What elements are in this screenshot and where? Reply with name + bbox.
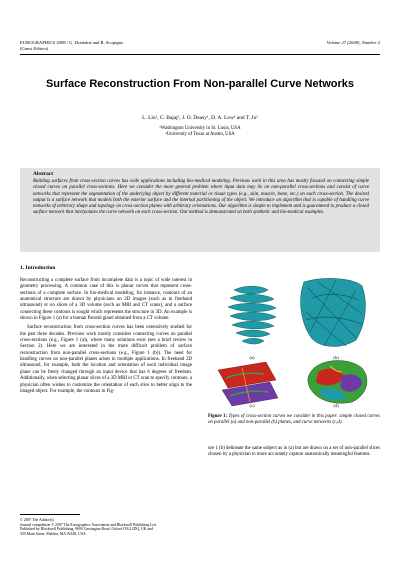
copyright-footnote — [20, 518, 195, 536]
journal-header — [20, 40, 210, 52]
footnote-line-1: © 2007 The Author(s) — [20, 518, 54, 522]
volume-info: Volume 27 (2008), Number 2 — [326, 40, 380, 45]
footnote-line-2: Journal compilation © 2007 The Eurographics Association and Blackwell Publishing Ltd. — [20, 522, 157, 527]
affiliation-2: ²University of Texas at Austin, USA — [165, 132, 235, 138]
panel-a-label: (a) — [249, 355, 255, 360]
footnote-rule — [20, 514, 80, 515]
abstract-text: Building surfaces from cross-section curves has wide applications including bio-medical modeling. Previous work in this area has mostly focused on connecting simple closed curves on parallel cross-sections. Here we consider the more general problem where input data may lie on non-parallel cross-sections and consist of curve networks that represent the segmentation of the underlying object by different material or tissue types (e.g., skin, muscle, bone, etc.) on each cross-section. The desired output is a surface network that models both the exterior surface and the internal partitioning of the object. We introduce an algorithm that is capable of handling curve networks of arbitrary shape and topology on cross-section planes with arbitrary orientations. Our algorithm is simple to implement and is guaranteed to produce a closed surface network that interpolates the curve network on each cross-section. Our method is demonstrated on both synthetic and bio-medical examples. — [33, 179, 369, 216]
panel-d-label: (d) — [333, 403, 339, 408]
journal-editors-note: (Guest Editors) — [20, 46, 49, 51]
panel-c-label: (c) — [249, 403, 255, 408]
section-heading: 1. Introduction — [20, 265, 56, 271]
intro-paragraph-1: Reconstructing a complete surface from incomplete data is a topic of wide interest in geometry processing. A common case of this is planar curves that represent cross-sections of a complete surface. In bio-medical modeling, for instance, contours of an anatomical structure are drawn by physicians on 2D images (such as in freehand ultrasound) or on slices of a 3D volume (such as MRI and CT scans), and a surface connecting these contours is sought which represents the structure in 3D. An example is shown in Figure 1 (a) for a human Parotid gland obtained from a CT volume. — [20, 278, 192, 322]
left-column — [20, 278, 192, 395]
figure-1 — [206, 268, 382, 408]
caption-text: Types of cross-section curves we consider in this paper: simple closed curves on parallel (a) and non-parallel (b) planes, and curve networks (c,d). — [208, 414, 380, 426]
journal-venue: EUROGRAPHICS 2008 / G. Drettakis and R. Scopigno — [20, 40, 124, 45]
intro-paragraph-2: Surface reconstruction from cross-section curves has been extensively studied for the past three decades. Previous work mostly considers connecting curves on parallel cross-sections (e.g., Figure 1 (a)), where many solutions exist (see a brief review in Section 2). Here we are interested in the more difficult problem of surface reconstruction from non-parallel cross-sections (e.g., Figure 1 (b)). The need for handling curves on non-parallel planes arises in multiple applications. In freehand 2D ultrasound, for example, both the location and orientation of each individual image plane can be freely changed through an input device that has 6 degrees of freedom. Additionally, when selecting planar slices of a 3D MRI or CT scan to specify contours, a physician often wishes to customize the orientation of each slice to better align to the imaged object. For example, the contours in Fig- — [20, 325, 192, 394]
panel-b-nonparallel-contours — [301, 279, 366, 347]
paper-title: Surface Reconstruction From Non-parallel Curve Networks — [45, 78, 355, 90]
panel-a-parallel-contours — [228, 286, 276, 344]
header-rule — [20, 54, 380, 55]
abstract-heading: Abstract — [33, 171, 54, 177]
right-column-text: ure 1 (b) delineate the same subject as in (a) but are drawn on a set of non-parallel slices chosen by a physician to more accurately capture anatomically meaningful features. — [208, 446, 380, 458]
footnote-line-3: Published by Blackwell Publishing, 9600 Garsington Road, Oxford OX4 2DQ, UK and — [20, 527, 153, 532]
panel-c-curve-network — [218, 362, 278, 406]
figure-1-caption — [208, 414, 380, 427]
caption-label: Figure 1: — [208, 414, 228, 419]
author-list: L. Liu¹, C. Bajaj², J. O. Deasy¹, D. A. Low¹ and T. Ju¹ — [142, 115, 258, 121]
affiliation-1: ¹Washington University in St. Louis, USA — [159, 126, 241, 131]
footnote-line-4: 350 Main Street, Malden, MA 02148, USA. — [20, 531, 87, 536]
panel-d-surface-network — [308, 361, 367, 404]
affiliations — [20, 126, 380, 139]
panel-b-label: (b) — [333, 355, 339, 360]
figure-1-graphic — [206, 268, 382, 408]
